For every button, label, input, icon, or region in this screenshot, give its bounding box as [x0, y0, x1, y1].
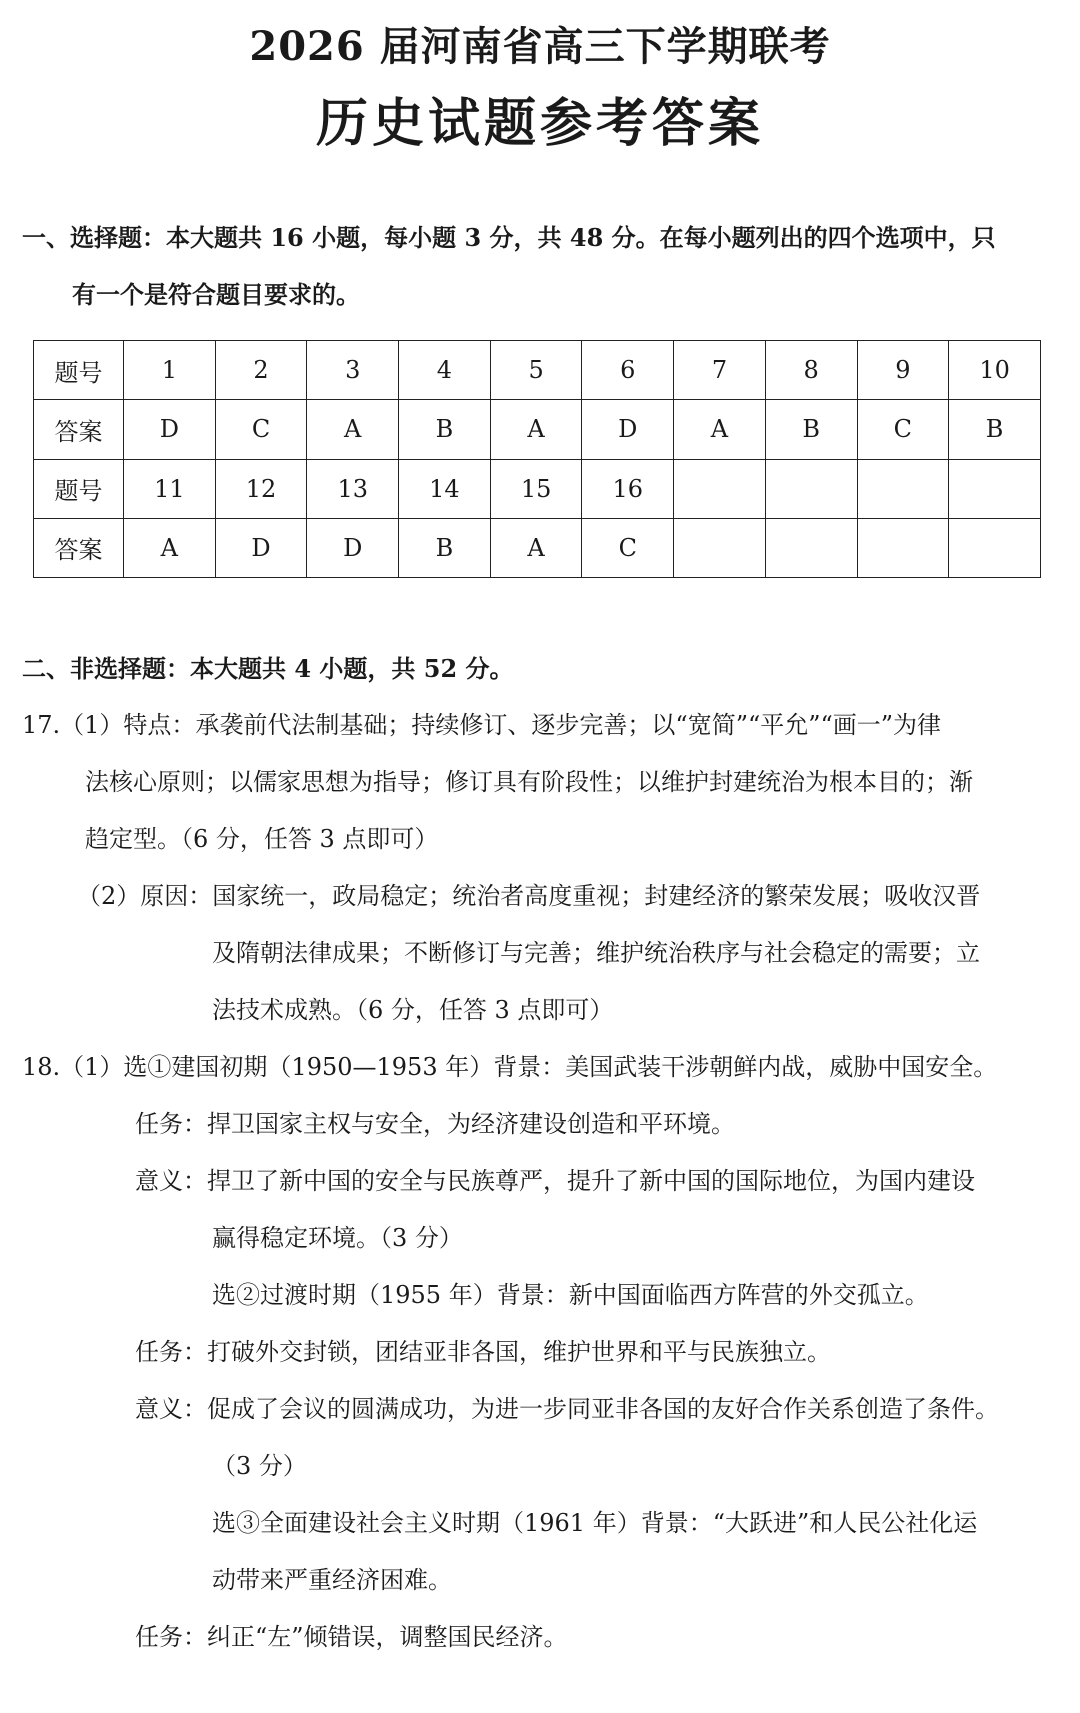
table-cell: 10: [949, 341, 1041, 400]
table-cell: [949, 459, 1041, 518]
table-row: [34, 459, 1041, 518]
q17-part2-line1: （2）原因：国家统一，政局稳定；统治者高度重视；封建经济的繁荣发展；吸收汉晋: [77, 882, 981, 910]
table-cell: [674, 518, 766, 577]
table-row-header: 题号: [34, 341, 124, 400]
table-cell: 2: [215, 341, 307, 400]
q18-line1: 18.（1）选①建国初期（1950—1953 年）背景：美国武装干涉朝鲜内战，威胁中国安全。: [22, 1053, 998, 1081]
table-cell: [765, 459, 857, 518]
answer-table: [33, 340, 1041, 578]
q17-part1-line2: 法核心原则；以儒家思想为指导；修订具有阶段性；以维护封建统治为根本目的；渐: [85, 768, 973, 796]
table-cell: D: [124, 400, 216, 459]
table-cell: [949, 518, 1041, 577]
table-cell: B: [949, 400, 1041, 459]
table-row-header: 题号: [34, 459, 124, 518]
table-cell: D: [582, 400, 674, 459]
q18-line11: 任务：纠正“左”倾错误，调整国民经济。: [135, 1623, 568, 1651]
table-row-header: 答案: [34, 518, 124, 577]
q17-part2-line3: 法技术成熟。（6 分，任答 3 点即可）: [212, 996, 614, 1024]
table-cell: C: [582, 518, 674, 577]
q18-line9: 选③全面建设社会主义时期（1961 年）背景：“大跃进”和人民公社化运: [212, 1509, 978, 1537]
table-cell: 6: [582, 341, 674, 400]
table-cell: B: [399, 400, 491, 459]
table-row: [34, 400, 1041, 459]
table-cell: 14: [399, 459, 491, 518]
table-cell: B: [765, 400, 857, 459]
q18-line8: （3 分）: [212, 1452, 307, 1480]
q18-line2: 任务：捍卫国家主权与安全，为经济建设创造和平环境。: [135, 1110, 735, 1138]
table-row-header: 答案: [34, 400, 124, 459]
table-cell: [857, 459, 949, 518]
table-cell: 4: [399, 341, 491, 400]
table-cell: 11: [124, 459, 216, 518]
table-cell: 1: [124, 341, 216, 400]
table-cell: C: [215, 400, 307, 459]
table-cell: A: [490, 518, 582, 577]
table-cell: A: [674, 400, 766, 459]
section1-heading: 一、选择题：本大题共 16 小题，每小题 3 分，共 48 分。在每小题列出的四个选项中，只: [22, 223, 996, 252]
section1-heading-cont: 有一个是符合题目要求的。: [72, 280, 360, 309]
q18-line4: 赢得稳定环境。（3 分）: [212, 1224, 463, 1252]
q18-line10: 动带来严重经济困难。: [212, 1566, 452, 1594]
document-title: 历史试题参考答案: [315, 93, 764, 154]
table-cell: [765, 518, 857, 577]
section2-heading: 二、非选择题：本大题共 4 小题，共 52 分。: [22, 654, 514, 683]
exam-title: 2026 届河南省高三下学期联考: [249, 23, 831, 70]
table-row: [34, 341, 1041, 400]
table-cell: [857, 518, 949, 577]
table-cell: 7: [674, 341, 766, 400]
table-row: [34, 518, 1041, 577]
table-cell: 5: [490, 341, 582, 400]
q18-line5: 选②过渡时期（1955 年）背景：新中国面临西方阵营的外交孤立。: [212, 1281, 929, 1309]
q17-part1-line1: 17.（1）特点：承袭前代法制基础；持续修订、逐步完善；以“宽简”“平允”“画一”为律: [22, 711, 942, 739]
table-cell: D: [307, 518, 399, 577]
table-cell: [674, 459, 766, 518]
table-cell: A: [490, 400, 582, 459]
table-cell: 15: [490, 459, 582, 518]
table-cell: B: [399, 518, 491, 577]
q18-line3: 意义：捍卫了新中国的安全与民族尊严，提升了新中国的国际地位，为国内建设: [135, 1167, 975, 1195]
table-cell: 12: [215, 459, 307, 518]
table-cell: 3: [307, 341, 399, 400]
table-cell: 13: [307, 459, 399, 518]
q17-part1-line3: 趋定型。（6 分，任答 3 点即可）: [85, 825, 439, 853]
table-cell: 9: [857, 341, 949, 400]
table-cell: D: [215, 518, 307, 577]
table-cell: C: [857, 400, 949, 459]
q18-line6: 任务：打破外交封锁，团结亚非各国，维护世界和平与民族独立。: [135, 1338, 831, 1366]
table-cell: 8: [765, 341, 857, 400]
table-cell: A: [124, 518, 216, 577]
q17-part2-line2: 及隋朝法律成果；不断修订与完善；维护统治秩序与社会稳定的需要；立: [212, 939, 980, 967]
table-cell: A: [307, 400, 399, 459]
q18-line7: 意义：促成了会议的圆满成功，为进一步同亚非各国的友好合作关系创造了条件。: [135, 1395, 999, 1423]
table-cell: 16: [582, 459, 674, 518]
